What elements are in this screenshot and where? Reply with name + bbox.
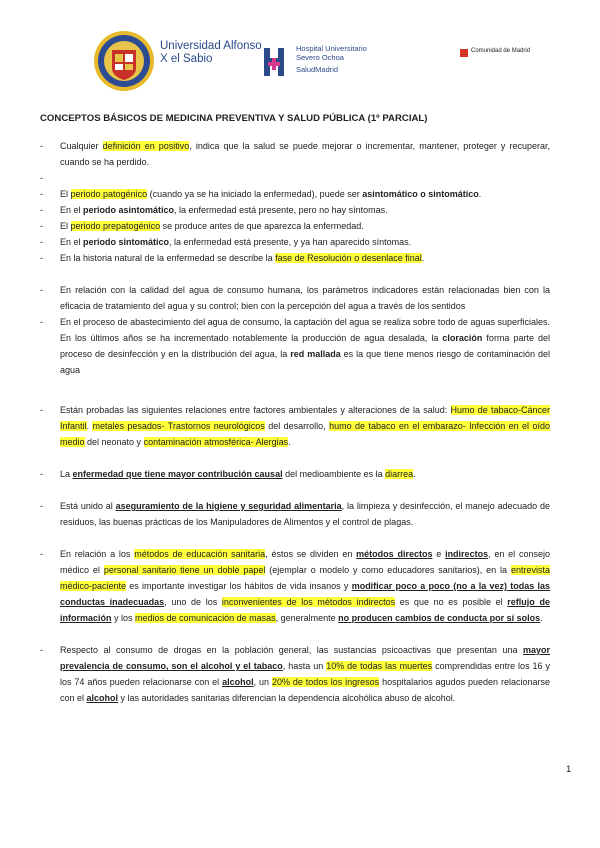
text: se produce antes de que aparezca la enfermedad. <box>160 221 364 231</box>
bold-underline-text: indirectos <box>445 549 489 559</box>
text: , uno de los <box>164 597 222 607</box>
list-item <box>40 314 550 378</box>
text: El <box>60 189 71 199</box>
text: (cuando ya se ha iniciado la enfermedad), puede ser <box>147 189 363 199</box>
text: y los <box>111 613 136 623</box>
text: Están probadas las siguientes relaciones entre factores ambientales y alteraciones de la salud: <box>60 405 451 415</box>
highlight: métodos de educación sanitaria <box>134 549 266 559</box>
text: En el <box>60 237 84 247</box>
text: , la enfermedad está presente, y ya han aparecido síntomas. <box>169 237 412 247</box>
text: , generalmente <box>275 613 339 623</box>
page-header <box>0 0 600 100</box>
bullet: - <box>40 501 43 511</box>
list-item <box>40 282 550 314</box>
bold-underline-text: mayor prevalencia de consumo, son el alcohol y el tabaco <box>60 645 550 671</box>
list-item <box>40 186 550 202</box>
bold-underline-text: enfermedad que tiene mayor contribución causal <box>72 469 283 479</box>
bullet: - <box>40 237 43 247</box>
highlight: metales pesados- Trastornos neurológicos <box>92 421 265 431</box>
bullet: - <box>40 405 43 415</box>
text: es que no es posible el <box>395 597 508 607</box>
list-item <box>40 466 550 482</box>
text: . <box>413 469 416 479</box>
bold-underline-text: no producen cambios de conducta por sí solos <box>338 613 541 623</box>
highlight: 20% de todos los ingresos <box>271 677 380 687</box>
text: En el <box>60 205 84 215</box>
text: . <box>478 189 482 199</box>
highlight: periodo prepatogénico <box>70 221 161 231</box>
text: , la limpieza y desinfección, el manejo adecuado de residuos, las buenas prácticas de los Manipuladores de Alimentos y el control de plagas. <box>60 501 551 527</box>
document-body <box>40 138 550 706</box>
bold-text: periodo sintomático <box>83 237 170 247</box>
text: En la historia natural de la enfermedad se describe la <box>60 253 276 263</box>
text: Está unido al <box>60 501 116 511</box>
list-item-empty <box>40 170 550 186</box>
bullet: - <box>40 221 43 231</box>
text: , un <box>253 677 272 687</box>
bold-text: red mallada <box>290 349 341 359</box>
text: . <box>86 421 93 431</box>
text: , éstos se dividen en <box>265 549 357 559</box>
bold-text: asintomático o sintomático <box>362 189 479 199</box>
bullet: - <box>40 141 43 151</box>
highlight: contaminación atmosférica- Alergias <box>143 437 289 447</box>
highlight: entrevista médico-paciente <box>60 565 550 591</box>
highlight: fase de Resolución o desenlace final <box>275 253 422 263</box>
text: , en el consejo médico el <box>60 549 550 575</box>
highlight: diarrea <box>385 469 414 479</box>
list-item <box>40 642 550 706</box>
text: y las autoridades sanitarias diferencian la dependencia alcohólica abuso de alcohol. <box>118 693 456 703</box>
text: En relación a los <box>60 549 135 559</box>
highlight: personal sanitario tiene un doble papel <box>103 565 266 575</box>
bullet: - <box>40 317 43 327</box>
hospital-name <box>296 45 367 75</box>
list-item <box>40 402 550 450</box>
bold-underline-text: alcohol <box>222 677 254 687</box>
bullet: - <box>40 253 43 263</box>
hospital-line2: Severo Ochoa <box>296 52 344 62</box>
text: Cualquier <box>60 141 103 151</box>
text: del medioambiente es la <box>282 469 386 479</box>
highlight: Humo de tabaco-Cáncer Infantil <box>60 405 550 431</box>
university-name <box>160 40 262 66</box>
cm-flag-icon <box>460 49 468 57</box>
text: . <box>540 613 543 623</box>
text: (ejemplar o modelo y como educadores sanitarios), en la <box>265 565 511 575</box>
text: , la enfermedad está presente, pero no hay síntomas. <box>174 205 388 215</box>
bold-underline-text: aseguramiento de la higiene y seguridad alimentaria <box>115 501 342 511</box>
hospital-line3: SaludMadrid <box>296 65 339 74</box>
bold-underline-text: modificar poco a poco (no a la vez) todas las conductas inadecuadas <box>60 581 550 607</box>
text: comprendidas entre los 16 y los 74 años pueden relacionarse con el <box>60 661 551 687</box>
bold-underline-text: reflujo de información <box>60 597 550 623</box>
text: La <box>60 469 73 479</box>
highlight: periodo patogénico <box>70 189 148 199</box>
document-title: CONCEPTOS BÁSICOS DE MEDICINA PREVENTIVA Y SALUD PÚBLICA (1º PARCIAL) <box>40 113 428 124</box>
highlight: humo de tabaco en el embarazo- Infección en el oído medio <box>60 421 550 447</box>
list-item <box>40 138 550 170</box>
cm-label: Comunidad de Madrid <box>471 48 531 54</box>
bold-text: periodo asintomático <box>83 205 175 215</box>
highlight: definición en positivo <box>102 141 190 151</box>
list-item <box>40 250 550 266</box>
text: En relación con la calidad del agua de consumo humana, los parámetros indicadores están relacionadas bien con la eficacia de tratamiento del agua y su control; bien con la percepción del agua a través de los sentidos <box>60 285 550 311</box>
text: del desarrollo, <box>264 421 330 431</box>
bullet: - <box>40 469 43 479</box>
bullet: - <box>40 205 43 215</box>
text: del neonato y <box>84 437 144 447</box>
bullet: - <box>40 549 43 559</box>
highlight: medios de comunicación de masas <box>135 613 276 623</box>
text: , indica que la salud se puede mejorar o incrementar, mantener, proteger y recuperar, cuando se ha perdido. <box>60 141 550 167</box>
text: forma parte del proceso de desinfección y en la distribución del agua, la <box>60 333 550 359</box>
text: . <box>288 437 291 447</box>
university-line1: Universidad Alfonso <box>160 40 262 52</box>
text: es importante investigar los hábitos de vida insanos y <box>126 581 352 591</box>
bullet: - <box>40 189 43 199</box>
highlight: inconvenientes de los métodos indirectos <box>221 597 396 607</box>
bullet: - <box>40 645 43 655</box>
text: hospitalarios agudos pueden relacionarse con el <box>60 677 550 703</box>
bullet: - <box>40 173 43 183</box>
bold-underline-text: alcohol <box>86 693 119 703</box>
text: . <box>421 253 425 263</box>
bold-text: cloración <box>442 333 483 343</box>
page-number: 1 <box>566 764 572 775</box>
highlight: 10% de todas las muertes <box>326 661 433 671</box>
list-item <box>40 234 550 250</box>
bullet: - <box>40 285 43 295</box>
bold-underline-text: métodos directos <box>356 549 433 559</box>
text: es la que tiene menos riesgo de contaminación del agua <box>60 349 550 375</box>
list-item <box>40 218 550 234</box>
list-item <box>40 498 550 530</box>
text: En el proceso de abastecimiento del agua de consumo, la captación del agua se realiza sobre todo de aguas superficiales. En los últimos años se ha incrementado notablemente la producción de agua desalada, la <box>60 317 550 343</box>
university-seal-icon <box>93 30 155 92</box>
text: , hasta un <box>282 661 327 671</box>
text: e <box>432 549 446 559</box>
list-item <box>40 202 550 218</box>
hospital-line1: Hospital Universitario <box>296 44 367 53</box>
text: Respecto al consumo de drogas en la población general, las sustancias psicoactivas que presentan una <box>60 645 523 655</box>
university-line2: X el Sabio <box>160 53 213 65</box>
list-item <box>40 546 550 626</box>
text: El <box>60 221 71 231</box>
